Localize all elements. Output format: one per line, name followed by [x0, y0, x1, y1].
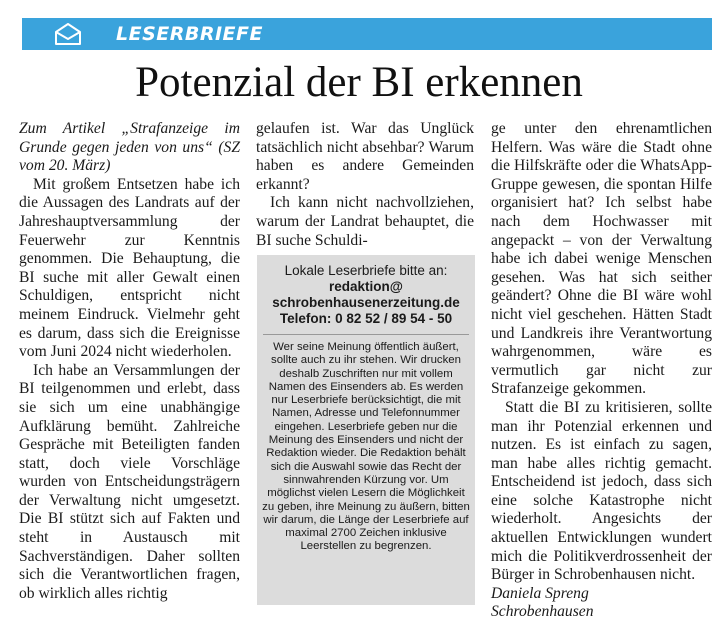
paragraph: Ich kann nicht nachvollziehen, warum der Landrat behauptet, die BI suche Schuldi-: [256, 194, 474, 249]
paragraph: ge unter den ehrenamtlichen Helfern. Was wäre die Stadt ohne die Hilfskräfte oder die WhatsApp-Gruppe gewesen, die spontan Hilfe organisiert hat? Ich selbst habe nach dem Hochwasser mit angepackt – von der Verwaltung habe ich dabei wenige Menschen gesehen. Was hat sich seither geändert? Ohne die BI wäre wohl nicht viel geschehen. Hätten Stadt und Landkreis ihre Verantwortung wahrgenommen, wäre es vermutlich gar nicht zur Strafanzeige gekommen.: [491, 120, 712, 398]
column-3: [491, 120, 712, 622]
paragraph: Ich habe an Versammlungen der BI teilgenommen und erlebt, dass sie sich um eine unabhängige Aufklärung bemüht. Zahlreiche Gespräche mit Beteiligten fanden statt, doch viele Vorschläge wurden von Entscheidungsträgern der Verwaltung nicht umgesetzt. Die BI stützt sich auf Fakten und steht in Austausch mit Sachverständigen. Daher sollten sich die Verantwortlichen fragen, ob wirklich alles richtig: [19, 361, 240, 602]
box-policy-text: Wer seine Meinung öffentlich äußert, sollte auch zu ihr stehen. Wir drucken deshalb Zuschriften nur mit vollem Namen des Einsenders ab. Es werden nur Leserbriefe berücksichtigt, die mit Namen, Adresse und Telefonnummer eingehen. Leserbriefe geben nur die Meinung des Einsenders und nicht der Redaktion wieder. Die Redaktion behält sich die Auswahl sowie das Recht der sinnwahrenden Kürzung vor. Um möglichst vielen Lesern die Möglichkeit zu geben, ihre Meinung zu äußern, bitten wir darum, die Länge der Leserbriefe auf maximal 2700 Zeichen inklusive Leerstellen zu begrenzen.: [262, 341, 470, 553]
section-kicker: LESERBRIEFE: [116, 23, 263, 45]
author-place: Schrobenhausen: [491, 603, 594, 621]
section-banner: [22, 18, 712, 50]
submission-info-box: [257, 255, 475, 605]
box-heading: Lokale Leserbriefe bitte an:: [284, 263, 448, 278]
column-1: [19, 120, 240, 603]
article-reference: Zum Artikel „Strafanzeige im Grunde gegen jeden von uns“ (SZ vom 20. März): [19, 120, 240, 175]
envelope-icon: [54, 23, 82, 45]
paragraph: Statt die BI zu kritisieren, sollte man ihr Potenzial erkennen und nutzen. Es ist einfach zu sagen, man habe alles richtig gemacht. Entscheidend ist jedoch, dass sich eine solche Katastrophe nicht wiederholt. Angesichts der aktuellen Entwicklungen wundert mich die Politikverdrossenheit der Bürger in Schrobenhausen nicht.: [491, 398, 712, 584]
box-email: redaktion@ schrobenhausenerzeitung.de: [272, 279, 460, 310]
article-headline: Potenzial der BI erkennen: [135, 59, 583, 106]
author-name: Daniela Spreng: [491, 584, 589, 602]
column-2: [256, 120, 474, 250]
box-phone: Telefon: 0 82 52 / 89 54 - 50: [279, 311, 453, 326]
paragraph: gelaufen ist. War das Unglück tatsächlich nicht absehbar? Warum haben es andere Gemeinden erkannt?: [256, 120, 474, 193]
box-divider: [263, 334, 469, 335]
paragraph: Mit großem Entsetzen habe ich die Aussagen des Landrats auf der Jahreshauptversammlung der Feuerwehr zur Kenntnis genommen. Die Behauptung, die BI suche mit aller Gewalt einen Schuldigen, entspricht nicht meinem Eindruck. Vielmehr geht es darum, dass sich die Ereignisse vom Juni 2024 nicht wiederholen.: [19, 175, 240, 361]
